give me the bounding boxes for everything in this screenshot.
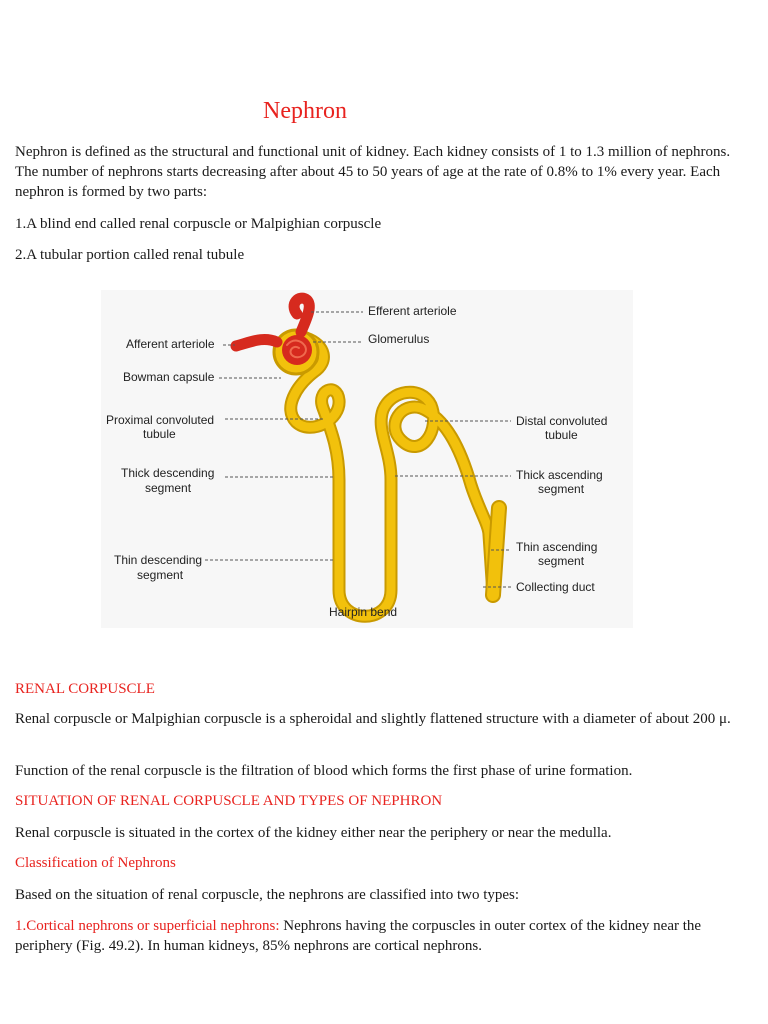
label-afferent-arteriole: Afferent arteriole (126, 337, 215, 351)
cortical-nephrons-text: Nephrons having the corpuscles in outer cortex of the kidney near the periphery (Fig. 49.2). In human kidneys, 85% nephrons are cortical nephrons. (15, 918, 702, 954)
label-thick-asc-line2: segment (538, 482, 585, 496)
glomerulus (282, 335, 312, 365)
afferent-arteriole (236, 339, 277, 346)
label-thin-desc-line2: segment (137, 568, 184, 582)
cortical-nephrons-term: 1.Cortical nephrons or superficial nephrons: (15, 918, 280, 934)
situation-heading: SITUATION OF RENAL CORPUSCLE AND TYPES OF NEPHRON (15, 793, 443, 809)
label-thin-asc-line2: segment (538, 554, 585, 568)
efferent-arteriole (294, 298, 309, 332)
label-pct-line2: tubule (143, 427, 176, 441)
collecting-duct-fill (493, 508, 499, 595)
situation-paragraph: Renal corpuscle is situated in the cortex of the kidney either near the periphery or near the medulla. (15, 825, 612, 841)
part-one-item: 1.A blind end called renal corpuscle or Malpighian corpuscle (15, 216, 382, 232)
renal-corpuscle-heading: RENAL CORPUSCLE (15, 681, 155, 697)
label-collecting-duct: Collecting duct (516, 580, 595, 594)
label-dct-line2: tubule (545, 428, 578, 442)
label-glomerulus: Glomerulus (368, 332, 430, 346)
nephron-diagram (101, 290, 633, 628)
classification-paragraph: Based on the situation of renal corpuscle, the nephrons are classified into two types: (15, 887, 520, 903)
nephron-svg (101, 290, 633, 628)
label-bowman-capsule: Bowman capsule (123, 370, 215, 384)
label-pct-line1: Proximal convoluted (106, 413, 215, 427)
renal-corpuscle-function: Function of the renal corpuscle is the filtration of blood which forms the first phase of urine formation. (15, 763, 633, 779)
label-efferent-arteriole: Efferent arteriole (368, 304, 457, 318)
label-thin-desc-line1: Thin descending (114, 553, 203, 567)
renal-corpuscle-paragraph: Renal corpuscle or Malpighian corpuscle is a spheroidal and slightly flattened structure with a diameter of about 200 μ. (15, 711, 731, 727)
label-thick-asc-line1: Thick ascending (516, 468, 603, 482)
page-title: Nephron (263, 98, 347, 124)
label-thin-asc-line1: Thin ascending (516, 540, 598, 554)
label-hairpin-bend: Hairpin bend (329, 605, 398, 619)
part-two-item: 2.A tubular portion called renal tubule (15, 247, 245, 263)
label-dct-line1: Distal convoluted (516, 414, 608, 428)
label-thick-desc-line2: segment (145, 481, 192, 495)
cortical-nephrons-paragraph (15, 916, 755, 956)
label-thick-desc-line1: Thick descending (121, 466, 215, 480)
intro-paragraph: Nephron is defined as the structural and functional unit of kidney. Each kidney consists of 1 to 1.3 million of nephrons. The number of nephrons starts decreasing after about 45 to 50 years of age at the rate of 0.8% to 1% every year. Each nephron is formed by two parts: (15, 144, 731, 200)
classification-heading: Classification of Nephrons (15, 855, 176, 871)
